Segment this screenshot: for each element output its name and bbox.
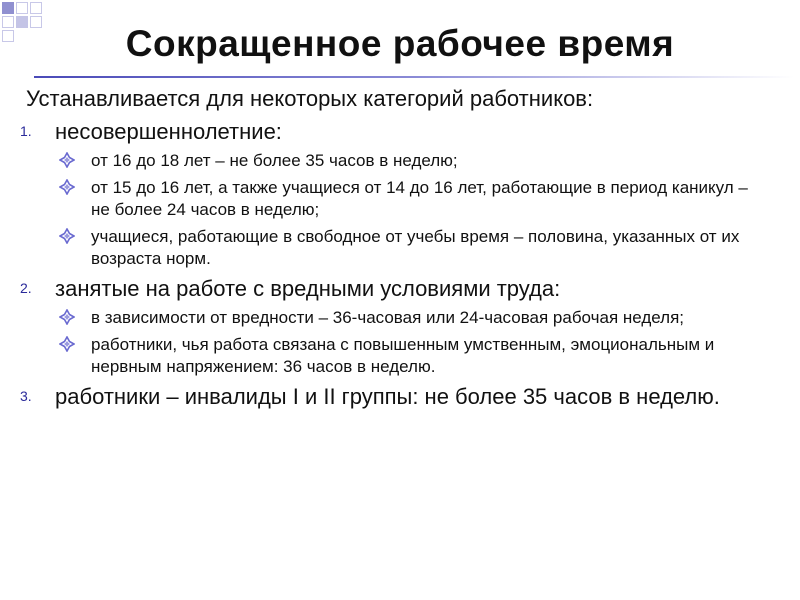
list-item-number: 1. [20, 123, 32, 139]
title-underline [34, 76, 794, 78]
slide-title: Сокращенное рабочее время [125, 23, 675, 64]
sub-list-item [55, 226, 755, 270]
sub-list [55, 307, 755, 378]
diamond-bullet-icon [59, 179, 75, 195]
list-item [0, 383, 755, 411]
diamond-bullet-icon [59, 228, 75, 244]
sub-list-item-text: учащиеся, работающие в свободное от учебы время – половина, указанных от их возраста норм. [91, 227, 740, 268]
list-item-text: несовершеннолетние: [55, 119, 282, 144]
sub-list-item [55, 150, 755, 172]
sub-list-item [55, 334, 755, 378]
diamond-bullet-icon [59, 336, 75, 352]
list-item-text: занятые на работе с вредными условиями труда: [55, 276, 561, 301]
list-item [0, 118, 755, 270]
sub-list-item-text: работники, чья работа связана с повышенным умственным, эмоциональным и нервным напряжением: 36 часов в неделю. [91, 335, 715, 376]
sub-list-item-text: от 16 до 18 лет – не более 35 часов в неделю; [91, 151, 458, 170]
decor-square [30, 2, 42, 14]
diamond-bullet-icon [59, 152, 75, 168]
sub-list-item-text: в зависимости от вредности – 36-часовая или 24-часовая рабочая неделя; [91, 308, 685, 327]
decor-square [2, 2, 14, 14]
category-list [0, 118, 800, 411]
sub-list-item [55, 177, 755, 221]
decor-square [16, 2, 28, 14]
list-item-number: 2. [20, 280, 32, 296]
list-item-number: 3. [20, 388, 32, 404]
sub-list [55, 150, 755, 270]
diamond-bullet-icon [59, 309, 75, 325]
sub-list-item [55, 307, 755, 329]
list-item-text: работники – инвалиды I и II группы: не более 35 часов в неделю. [55, 384, 720, 409]
sub-list-item-text: от 15 до 16 лет, а также учащиеся от 14 до 16 лет, работающие в период каникул – не более 24 часов в неделю; [91, 178, 748, 219]
list-item [0, 275, 755, 378]
intro-text: Устанавливается для некоторых категорий работников: [26, 86, 594, 111]
